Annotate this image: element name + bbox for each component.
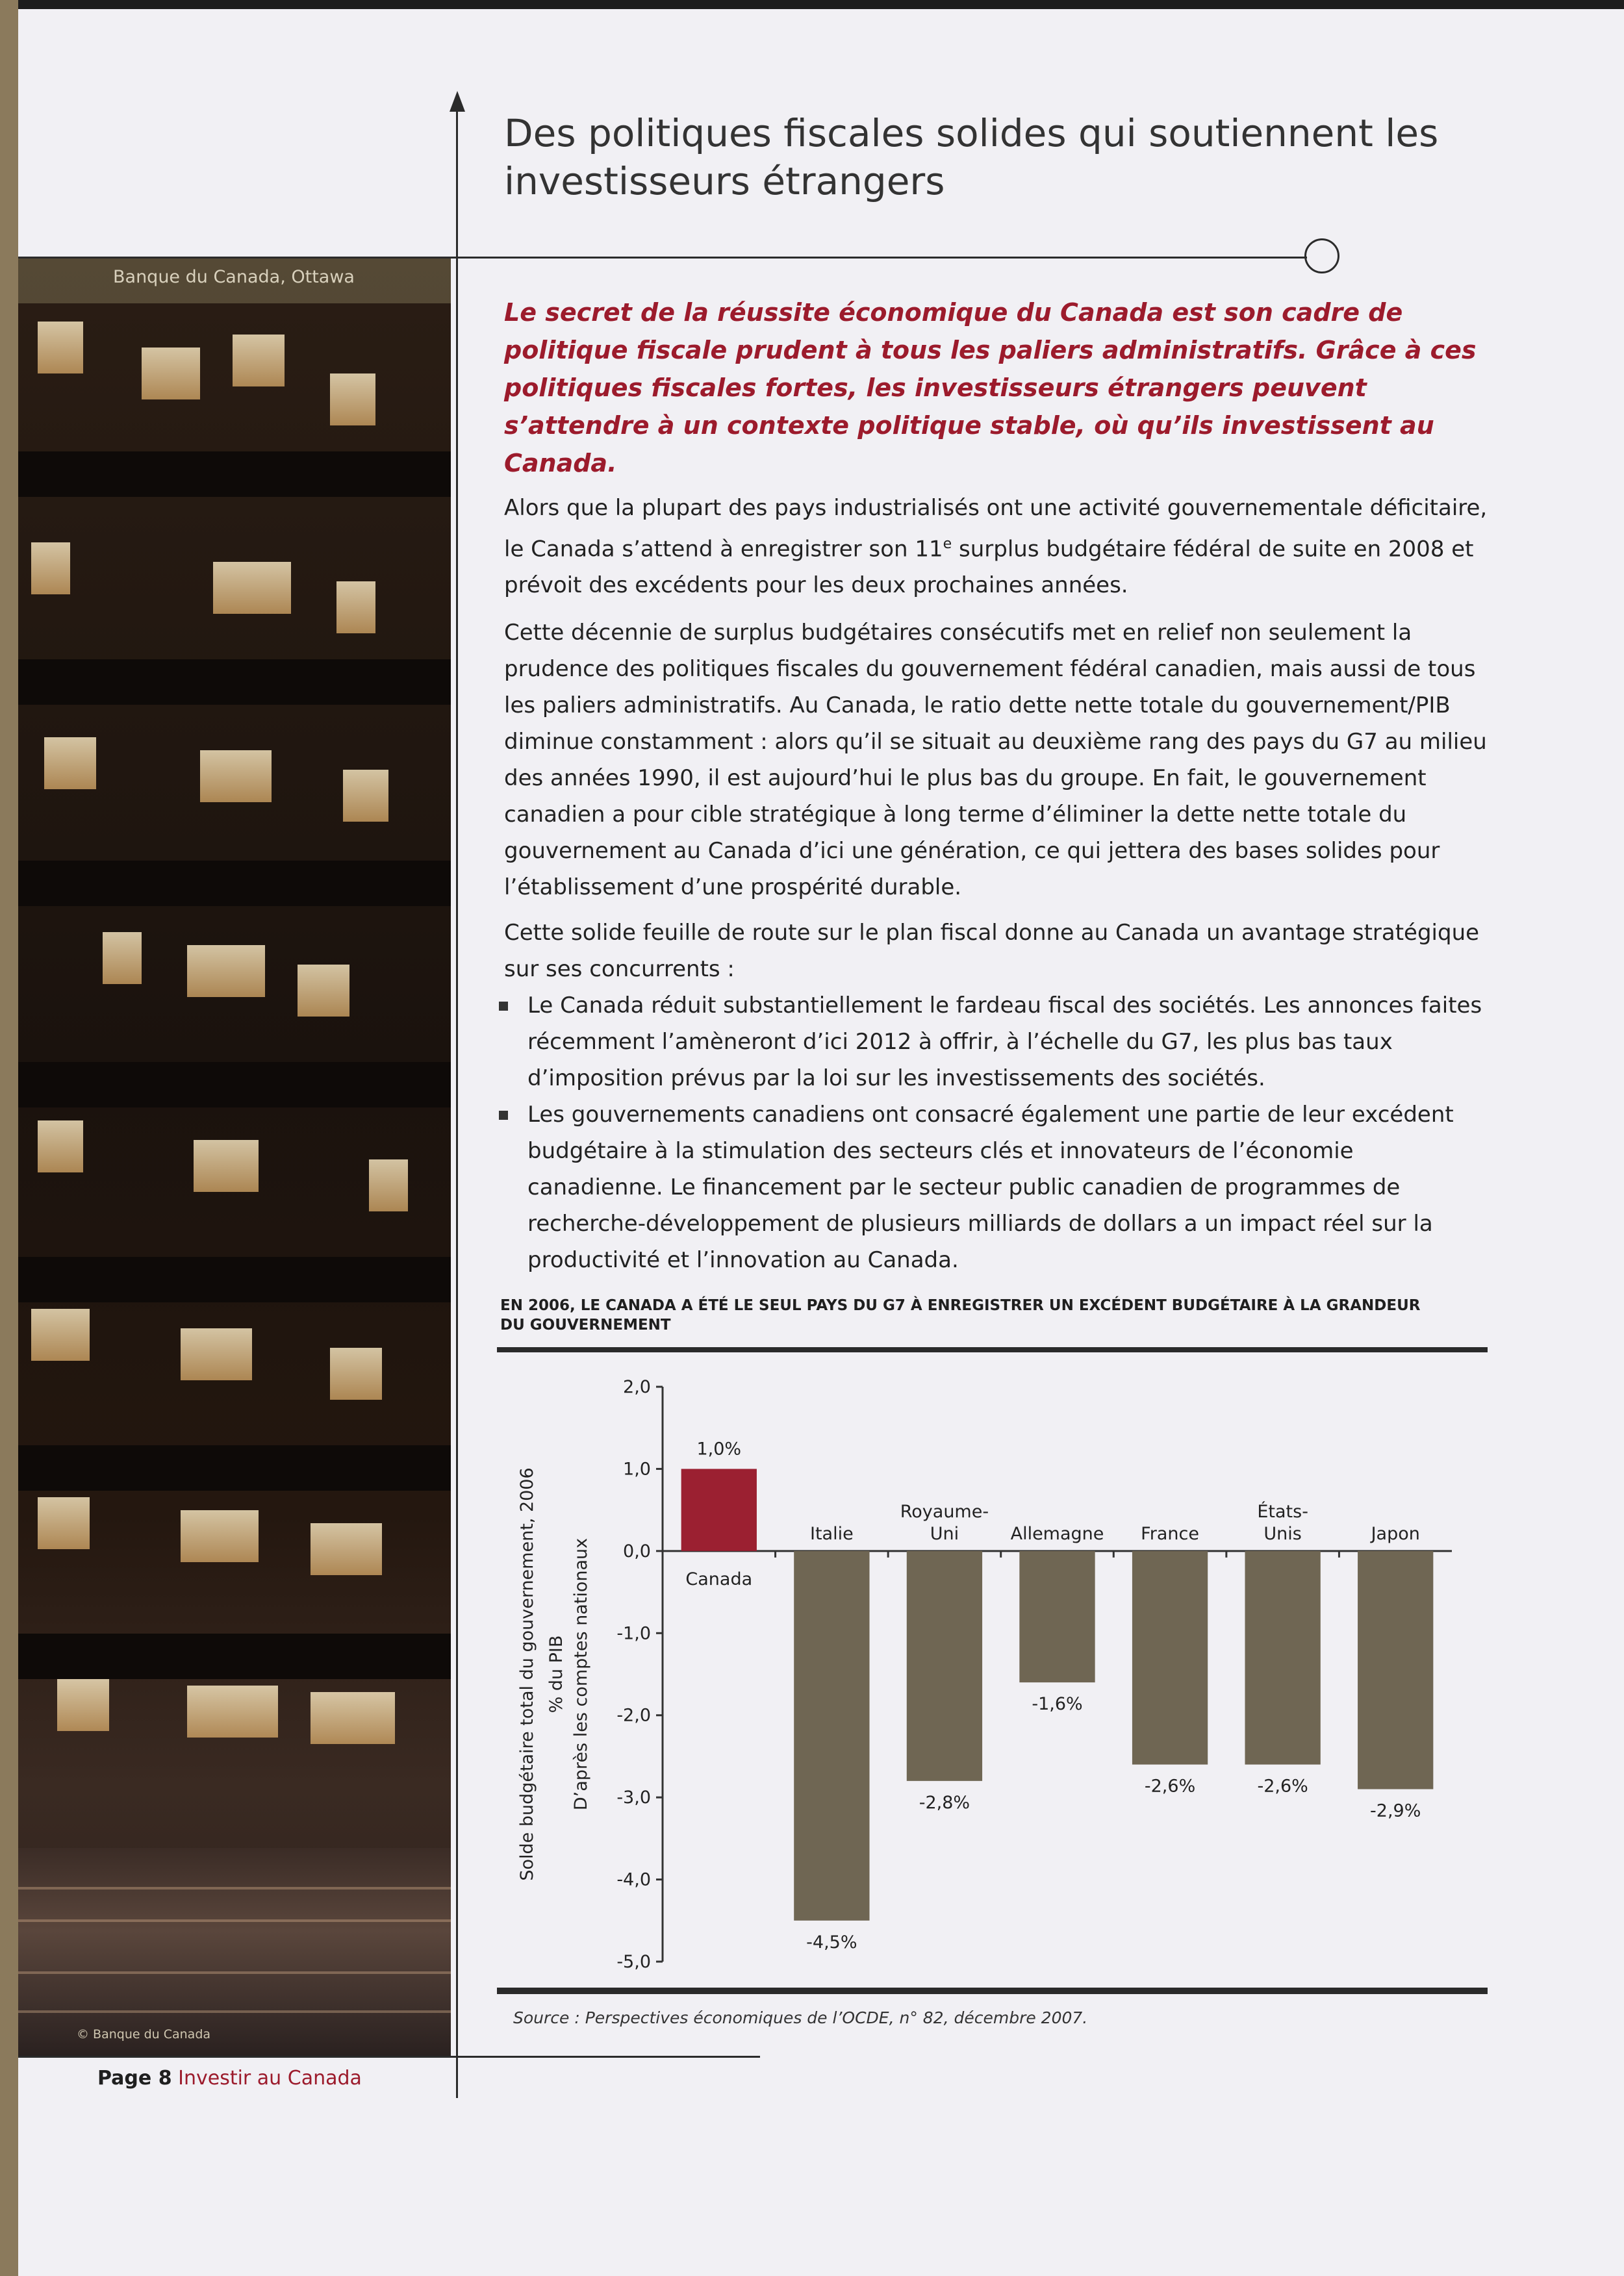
- photo-credit: © Banque du Canada: [77, 2027, 211, 2042]
- footer-canada: Canada: [287, 2067, 362, 2090]
- y-tick-label: -1,0: [616, 1623, 651, 1644]
- footer-publication: Investir au: [178, 2067, 282, 2090]
- data-label: -2,9%: [1370, 1801, 1421, 1821]
- y-tick-label: -2,0: [616, 1705, 651, 1726]
- category-label: Japon: [1371, 1523, 1420, 1544]
- category-label: Unis: [1263, 1523, 1302, 1544]
- chart-title: EN 2006, LE CANADA A ÉTÉ LE SEUL PAYS DU G7 À ENREGISTRER UN EXCÉDENT BUDGÉTAIRE À LA GRANDEUR DU GOUVERNEMENT: [500, 1297, 1421, 1334]
- paragraph-3: Cette solide feuille de route sur le plan fiscal donne au Canada un avantage stratégique sur ses concurrents :: [504, 920, 1480, 982]
- vertical-rule: [456, 97, 458, 2098]
- category-label: Uni: [930, 1523, 959, 1544]
- y-axis-label: % du PIB: [546, 1635, 566, 1713]
- bar-allemagne: [1019, 1551, 1095, 1682]
- y-tick-label: -5,0: [616, 1952, 651, 1972]
- category-label: France: [1141, 1523, 1199, 1544]
- bar-royaume-uni: [907, 1551, 982, 1781]
- horizontal-rule: [18, 257, 1307, 259]
- bullet-square-icon: [499, 1002, 508, 1011]
- category-label: Canada: [685, 1569, 753, 1589]
- y-tick-label: -4,0: [616, 1869, 651, 1890]
- bullet-item: [504, 1096, 1491, 1278]
- bar-italie: [794, 1551, 869, 1921]
- building-photo: [18, 257, 451, 2056]
- bar-france: [1132, 1551, 1208, 1765]
- data-label: -1,6%: [1032, 1694, 1083, 1715]
- bar-japon: [1358, 1551, 1433, 1789]
- bar-canada: [681, 1469, 757, 1550]
- page-top-edge: [0, 0, 1624, 9]
- y-axis-label: D’après les comptes nationaux: [571, 1537, 591, 1811]
- superscript: e: [943, 536, 952, 552]
- paragraph-2: Cette décennie de surplus budgétaires consécutifs met en relief non seulement la prudence des politiques fiscales du gouvernement fédéral canadien, mais aussi de tous les paliers administratifs. Au Canada, le ratio dette nette totale du gouvernement/PIB diminue constamment : alors qu’il se situait au deuxième rang des pays du G7 au milieu des années 1990, il est aujourd’hui le plus bas du groupe. En fait, le gouvernement canadien a pour cible stratégique à long terme d’éliminer la dette nette totale du gouvernement au Canada d’ici une génération, ce qui jettera des bases solides pour l’établissement d’une prospérité durable.: [504, 620, 1487, 900]
- data-label: -2,8%: [919, 1792, 971, 1813]
- bullet-item: [504, 987, 1491, 1096]
- arrow-up-icon: [450, 91, 465, 112]
- page-number: Page 8: [97, 2067, 172, 2090]
- bullet-text: Les gouvernements canadiens ont consacré également une partie de leur excédent budgétaire à la stimulation des secteurs clés et innovateurs de l’économie canadienne. Le financement par le secteur public canadien de programmes de recherche-développement de plusieurs milliards de dollars a un impact réel sur la productivité et l’innovation au Canada.: [527, 1102, 1454, 1273]
- y-axis-label: Solde budgétaire total du gouvernement, 2006: [517, 1467, 537, 1881]
- data-label: -4,5%: [806, 1932, 857, 1953]
- circle-marker-icon: [1304, 238, 1339, 273]
- y-tick-label: 1,0: [623, 1459, 651, 1480]
- chart-source: Source : Perspectives économiques de l’OCDE, n° 82, décembre 2007.: [513, 2008, 1088, 2027]
- data-label: 1,0%: [696, 1439, 742, 1460]
- category-label: Allemagne: [1010, 1523, 1104, 1544]
- bullet-list: [504, 987, 1491, 1278]
- bar-états-unis: [1245, 1551, 1320, 1765]
- lead-paragraph: Le secret de la réussite économique du Canada est son cadre de politique fiscale prudent à tous les paliers administratifs. Grâce à ces politiques fiscales fortes, les investisseurs étrangers peuvent s’attendre à un contexte politique stable, où qu’ils investissent au Canada.: [504, 298, 1477, 477]
- paragraph-1-text-end: surplus budgétaire fédéral de suite en 2008 et prévoit des excédents pour les deux prochaines années.: [504, 536, 1474, 599]
- paragraph-1: [504, 490, 1491, 603]
- page-footer: [97, 2067, 362, 2090]
- chart-bottom-rule: [497, 1988, 1488, 1994]
- page-left-edge: [0, 0, 18, 2276]
- y-tick-label: 0,0: [623, 1541, 651, 1562]
- category-label: États-: [1257, 1501, 1308, 1522]
- page-title: Des politiques fiscales solides qui soutiennent les investisseurs étrangers: [504, 111, 1439, 203]
- photo-caption: Banque du Canada, Ottawa: [113, 267, 355, 287]
- paragraph-1-text: Alors que la plupart des pays industrialisés ont une activité gouvernementale déficitaire, le Canada s’attend à enregistrer son 11: [504, 495, 1488, 563]
- bullet-text: Le Canada réduit substantiellement le fardeau fiscal des sociétés. Les annonces faites récemment l’amèneront d’ici 2012 à offrir, à l’échelle du G7, les plus bas taux d’imposition prévus par la loi sur les investissements des sociétés.: [527, 993, 1482, 1091]
- data-label: -2,6%: [1144, 1776, 1196, 1797]
- budget-balance-chart: [497, 1354, 1488, 1988]
- footer-rule: [18, 2056, 760, 2058]
- category-label: Italie: [809, 1523, 854, 1544]
- category-label: Royaume-: [900, 1501, 989, 1522]
- bullet-square-icon: [499, 1111, 508, 1120]
- data-label: -2,6%: [1257, 1776, 1308, 1797]
- y-tick-label: -3,0: [616, 1788, 651, 1808]
- y-tick-label: 2,0: [623, 1377, 651, 1397]
- chart-top-rule: [497, 1347, 1488, 1352]
